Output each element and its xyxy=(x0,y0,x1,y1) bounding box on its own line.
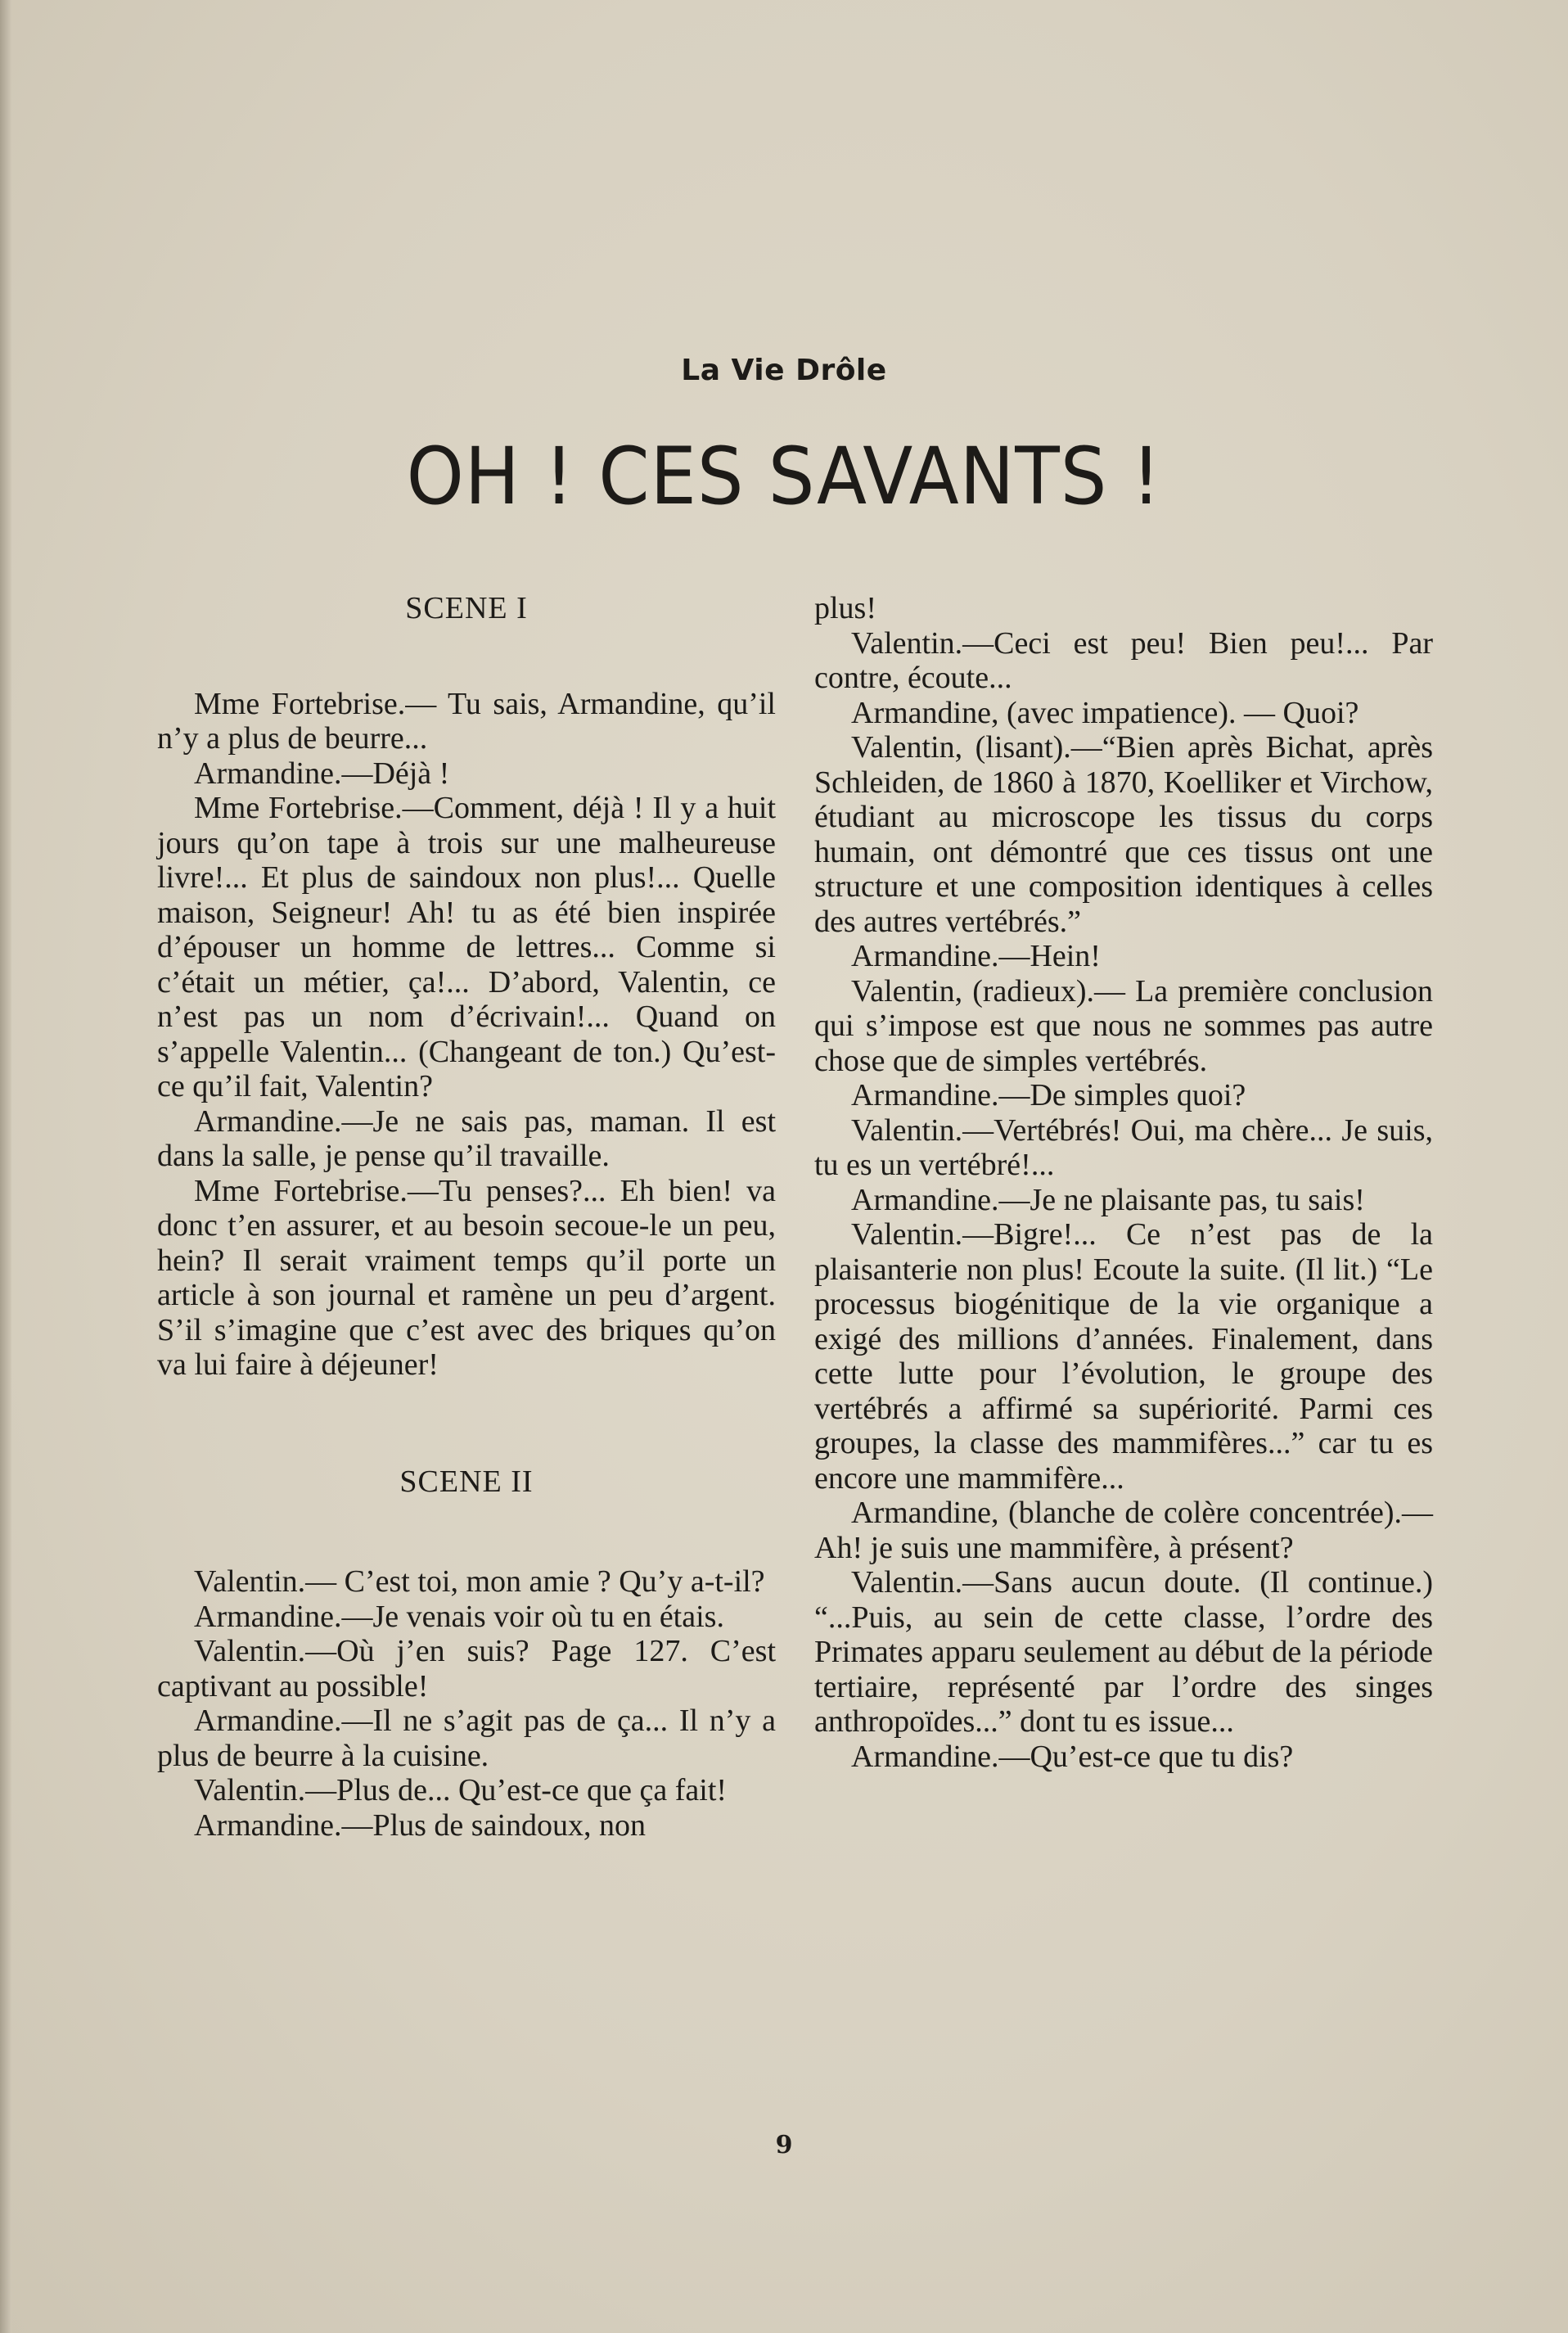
dialogue-paragraph: Armandine.—Plus de saindoux, non xyxy=(194,1807,647,1843)
left-column xyxy=(157,591,776,1843)
dialogue-paragraph: Valentin.—Vertébrés! Oui, ma chère... Je suis, tu es un vertébré!... xyxy=(814,1112,1433,1182)
dialogue-paragraph: Valentin.—Où j’en suis? Page 127. C’est captivant au possible! xyxy=(157,1634,776,1703)
dialogue-paragraph: Valentin.—Plus de... Qu’est-ce que ça fait! xyxy=(194,1773,728,1807)
dialogue-paragraph: Valentin.— C’est toi, mon amie ? Qu’y a-t-il? xyxy=(194,1564,765,1599)
dialogue-paragraph: Valentin, (radieux).— La première conclusion qui s’impose est que nous ne sommes pas autre chose que de simples vertébrés. xyxy=(814,973,1433,1078)
scene-heading-1: SCENE I xyxy=(405,591,528,625)
dialogue-paragraph: Armandine.—Déjà ! xyxy=(194,756,450,791)
dialogue-paragraph: Valentin.—Bigre!... Ce n’est pas de la plaisanterie non plus! Ecoute la suite. (Il lit.) “Le processus biogénitique de la vie organique a exigé des millions d’années. Finalement, dans cette lutte pour l’évolution, le groupe des vertébrés a affirmé sa supériorité. Parmi ces groupes, la classe des mammifères...” car tu es encore une mammifère... xyxy=(814,1217,1433,1496)
dialogue-paragraph: Armandine.—De simples quoi? xyxy=(851,1078,1246,1112)
dialogue-paragraph: Armandine.—Je ne sais pas, maman. Il est dans la salle, je pense qu’il travaille. xyxy=(157,1103,776,1173)
running-head: La Vie Drôle xyxy=(681,354,887,387)
page-title: OH ! CES SAVANTS ! xyxy=(406,431,1162,522)
dialogue-paragraph: Mme Fortebrise.— Tu sais, Armandine, qu’il n’y a plus de beurre... xyxy=(157,686,776,756)
dialogue-paragraph: Armandine.—Hein! xyxy=(851,939,1101,973)
continued-text: plus! xyxy=(814,591,876,625)
dialogue-paragraph: Mme Fortebrise.—Tu penses?... Eh bien! va donc t’en assurer, et au besoin secoue-le un peu, hein? Il serait vraiment temps qu’il porte un article à son journal et ramène un peu d’argent. S’il s’imagine que c’est avec des briques qu’on va lui faire à déjeuner! xyxy=(157,1173,776,1382)
scene-heading-2: SCENE II xyxy=(399,1464,534,1499)
dialogue-paragraph: Armandine.—Je venais voir où tu en étais. xyxy=(194,1599,724,1634)
right-column xyxy=(814,591,1433,1774)
dialogue-paragraph: Valentin.—Sans aucun doute. (Il continue.) “...Puis, au sein de cette classe, l’ordre des Primates apparu seulement au début de la période tertiaire, représenté par l’ordre des singes anthropoïdes...” dont tu es issue... xyxy=(814,1565,1433,1739)
dialogue-paragraph: Armandine, (avec impatience). — Quoi? xyxy=(851,695,1359,730)
page-number: 9 xyxy=(775,2131,793,2159)
dialogue-paragraph: Mme Fortebrise.—Comment, déjà ! Il y a huit jours qu’on tape à trois sur une malheureuse livre!... Et plus de saindoux non plus!... Quelle maison, Seigneur! Ah! tu as été bien inspirée d’épouser un homme de lettres... Comme si c’était un métier, ça!... D’abord, Valentin, ce n’est pas un nom d’écrivain!... Quand on s’appelle Valentin... (Changeant de ton.) Qu’est-ce qu’il fait, Valentin? xyxy=(157,791,776,1103)
dialogue-paragraph: Armandine.—Qu’est-ce que tu dis? xyxy=(851,1739,1294,1774)
dialogue-paragraph: Armandine, (blanche de colère concentrée).—Ah! je suis une mammifère, à présent? xyxy=(814,1496,1433,1565)
binding-edge xyxy=(0,0,11,2333)
dialogue-paragraph: Armandine.—Il ne s’agit pas de ça... Il n’y a plus de beurre à la cuisine. xyxy=(157,1703,776,1773)
dialogue-paragraph: Valentin, (lisant).—“Bien après Bichat, après Schleiden, de 1860 à 1870, Koelliker et Virchow, étudiant au microscope les tissus du corps humain, ont démontré que ces tissus ont une structure et une composition identiques à celles des autres vertébrés.” xyxy=(814,730,1433,939)
dialogue-paragraph: Valentin.—Ceci est peu! Bien peu!... Par contre, écoute... xyxy=(814,625,1433,695)
dialogue-paragraph: Armandine.—Je ne plaisante pas, tu sais! xyxy=(851,1182,1365,1217)
